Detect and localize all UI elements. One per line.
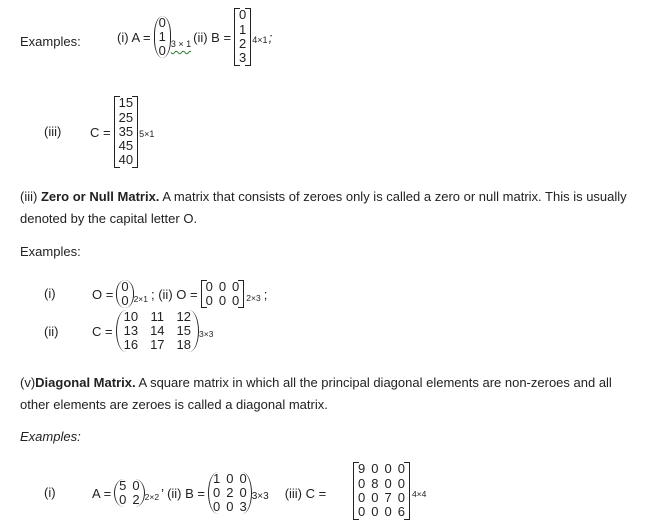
matrix-C-diag (353, 462, 410, 519)
order-A-diag: 2×2 (144, 492, 160, 502)
order-C2: 3×3 (199, 329, 214, 339)
label-A: A = (92, 485, 112, 501)
matrix-cell: 0 (358, 475, 366, 491)
matrix-cell: 15 (176, 322, 191, 338)
matrix-cell: 0 (397, 475, 405, 491)
matrix-cell: 7 (384, 490, 392, 505)
matrix-cell: 0 (371, 504, 379, 520)
matrix-cell: 0 (132, 477, 140, 493)
matrix-cell: 12 (176, 308, 191, 324)
matrix-cell: 0 (205, 278, 213, 294)
matrix-cell: 0 (232, 293, 240, 308)
matrix-cell: 0 (226, 470, 234, 486)
matrix-cell: 0 (121, 293, 129, 308)
order-A: 3 × 1 (170, 39, 192, 49)
matrix-cell: 0 (218, 278, 227, 294)
matrix-A-diag (114, 479, 144, 508)
matrix-cell: 0 (397, 490, 405, 505)
matrix-cell: 25 (118, 109, 134, 125)
matrix-cell: 0 (205, 293, 213, 308)
zero-example-row-2 (92, 306, 213, 356)
matrix-cell: 0 (121, 278, 129, 294)
order-B: 4×1 (252, 35, 268, 45)
matrix-cell: 0 (218, 293, 227, 308)
matrix-C (114, 96, 138, 167)
diag-title: Diagonal Matrix. (35, 375, 136, 390)
matrix-cell: 0 (213, 499, 221, 515)
matrix-B-diag (208, 472, 252, 515)
sep-ii-B: ’ (ii) B = (161, 485, 206, 501)
matrix-cell: 0 (384, 475, 392, 491)
matrix-cell: 0 (239, 484, 247, 500)
zero-text: A matrix that consists of zeroes only is called a zero or null matrix. This is usually denoted by the capital letter O. (20, 189, 627, 226)
semicolon: ; (268, 29, 273, 45)
matrix-cell: 18 (176, 337, 191, 353)
zero-label-ii: (ii) (44, 324, 59, 339)
diag-example-row (92, 468, 326, 518)
matrix-B (234, 8, 251, 65)
order-B-diag: 3×3 (251, 490, 269, 502)
matrix-cell: 0 (384, 504, 392, 520)
matrix-cell: 40 (118, 152, 134, 168)
order-C: 5×1 (139, 129, 155, 139)
matrix-cell: 3 (239, 50, 247, 66)
matrix-cell: 11 (150, 308, 165, 324)
matrix-cell: 2 (226, 484, 234, 500)
matrix-cell: 2 (132, 492, 140, 507)
matrix-cell: 0 (232, 278, 240, 294)
matrix-cell: 0 (226, 499, 234, 515)
matrix-cell: 13 (123, 322, 139, 338)
matrix-cell: 0 (158, 14, 166, 30)
zero-title: Zero or Null Matrix. (40, 189, 160, 204)
matrix-cell: 1 (158, 28, 166, 44)
label-O1: O = (92, 286, 114, 302)
label-C: C = (90, 124, 111, 140)
matrix-cell: 9 (358, 461, 366, 477)
matrix-cell: 1 (213, 470, 221, 486)
diagonal-matrix-definition (20, 372, 636, 416)
matrix-C2 (116, 310, 199, 353)
zero-marker: (iii) (20, 189, 38, 204)
matrix-cell: 15 (118, 95, 134, 111)
matrix-cell: 0 (239, 7, 247, 23)
zero-label-i: (i) (44, 286, 56, 301)
sep-end: ; (263, 286, 268, 302)
matrix-cell: 45 (118, 138, 134, 154)
sep-ii-O2: ; (ii) O = (150, 286, 198, 302)
order-O2: 2×3 (246, 293, 261, 303)
label-ii-B: (ii) B = (193, 29, 232, 45)
matrix-cell: 1 (239, 21, 247, 37)
matrix-cell: 0 (239, 470, 247, 486)
matrix-cell: 0 (213, 484, 221, 500)
matrix-cell: 8 (371, 475, 379, 491)
matrix-A (154, 16, 171, 59)
zero-matrix-definition (20, 186, 636, 230)
matrix-cell: 0 (397, 461, 405, 477)
matrix-cell: 14 (150, 322, 165, 338)
matrix-cell: 17 (150, 337, 165, 353)
matrix-cell: 35 (118, 123, 134, 139)
matrix-cell: 6 (397, 504, 405, 520)
matrix-cell: 2 (239, 36, 247, 51)
matrix-cell: 0 (119, 492, 127, 507)
matrix-cell: 16 (123, 337, 139, 353)
matrix-cell: 0 (158, 43, 166, 59)
diag-examples-heading: Examples: (20, 429, 81, 444)
label-C2: C = (92, 323, 113, 339)
order-C-diag: 4×4 (411, 489, 427, 499)
example-row-1 (117, 8, 272, 66)
diag-example-C (353, 456, 426, 526)
example-row-C (90, 92, 154, 172)
matrix-cell: 0 (371, 461, 379, 477)
matrix-cell: 5 (119, 477, 127, 493)
label-iii-C: (iii) C = (284, 485, 327, 501)
examples-heading: Examples: (20, 34, 81, 49)
matrix-cell: 0 (384, 461, 392, 477)
matrix-O1 (116, 280, 133, 309)
matrix-cell: 10 (123, 308, 139, 324)
matrix-cell: 0 (371, 490, 379, 505)
diag-marker: (v) (20, 375, 36, 390)
matrix-cell: 3 (239, 499, 247, 515)
order-O1: 2×1 (133, 294, 148, 304)
label-iii: (iii) (44, 124, 62, 139)
label-i-A: (i) A = (117, 29, 151, 45)
matrix-cell: 0 (358, 504, 366, 520)
zero-examples-heading: Examples: (20, 244, 81, 259)
diag-text: A square matrix in which all the principal diagonal elements are non-zeroes and all other elements are zeroes is called a diagonal matrix. (20, 375, 612, 412)
matrix-O2 (201, 280, 245, 309)
diag-label-i: (i) (44, 485, 56, 500)
matrix-cell: 0 (358, 490, 366, 505)
